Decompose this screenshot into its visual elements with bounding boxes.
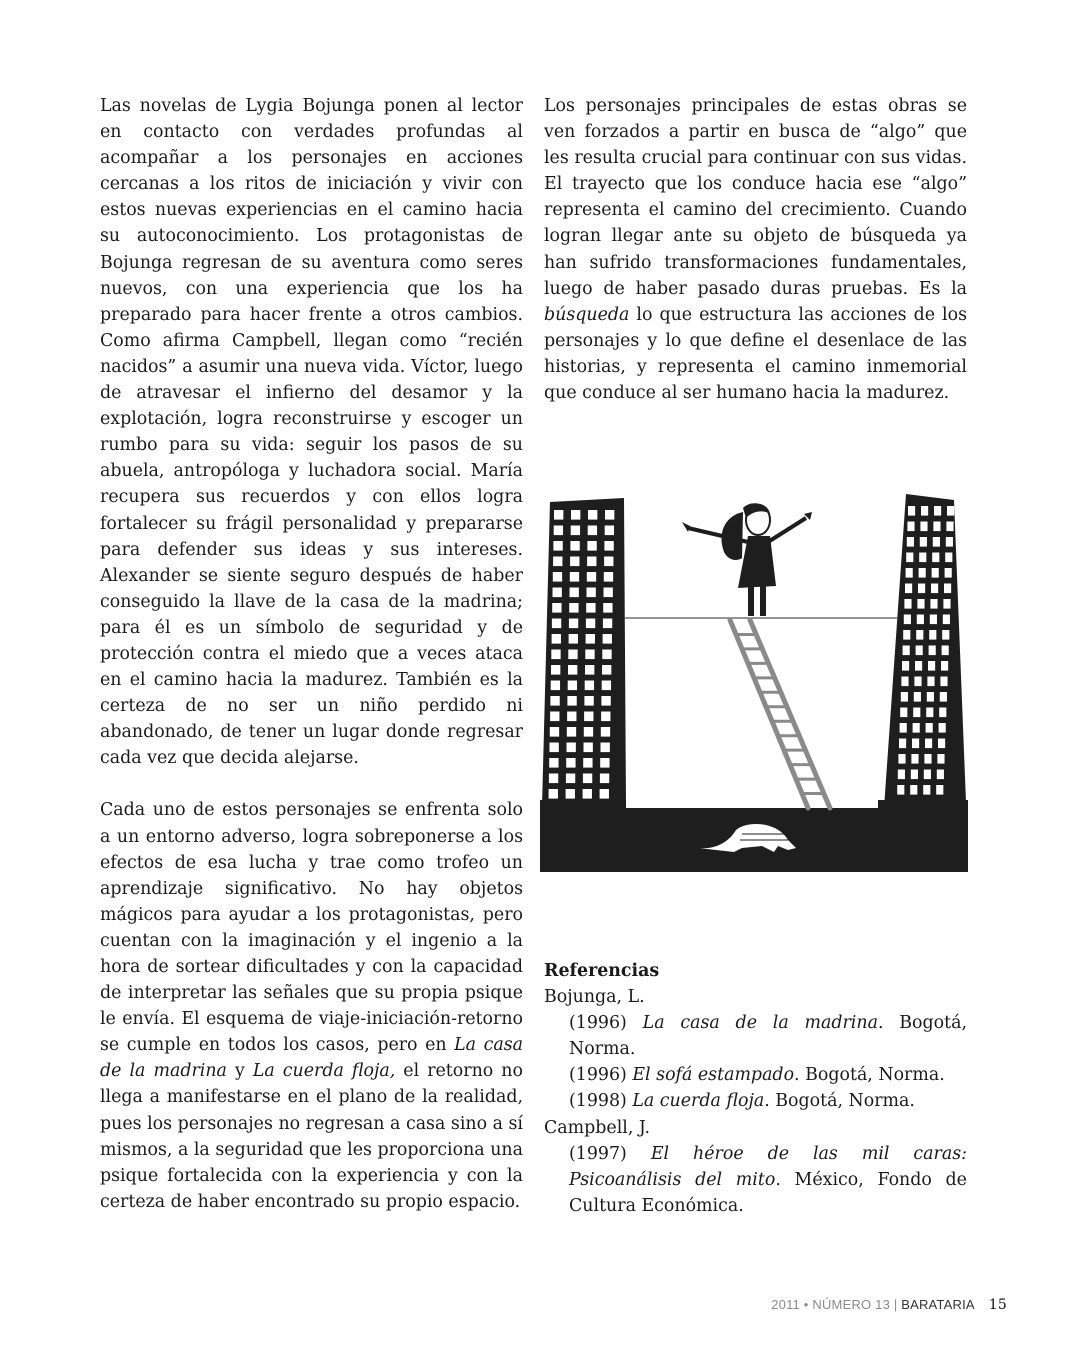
magazine-name: BARATARIA (901, 1297, 975, 1312)
ref-year: (1996) (569, 1065, 627, 1086)
tower-window (567, 727, 576, 737)
tower-window (905, 584, 912, 594)
tower-window (920, 537, 927, 547)
tower-window (943, 615, 950, 625)
tower-window (586, 603, 595, 613)
tower-window (566, 789, 575, 799)
tower-window (567, 743, 576, 753)
tower-window (943, 599, 950, 609)
tower-window (904, 599, 911, 609)
tower-window (913, 723, 920, 733)
paragraph-left-1: Las novelas de Lygia Bojunga ponen al lector en contacto con verdades profundas al acompañar a los personajes en acciones cercanas a los ritos de iniciación y vivir con estos nuevas experiencias en el camino hacia su autoconocimiento. Los protagonistas de Bojunga regresan de su aventura como seres nuevos, con una experiencia que los ha preparado para hacer frente a otros cambios. Como afirma Campbell, llegan como “recién nacidos” a asumir una nueva vida. Víctor, luego de atravesar el infierno del desamor y la explotación, logra reconstruirse y escoger un rumbo para su vida: seguir los pasos de su abuela, antropóloga y luchadora social. María recupera sus recuerdos y con ellos logra fortalecer su frágil personalidad y prepararse para defender sus ideas y sus intereses. Alexander se siente seguro después de haber conseguido la llave de la casa de la madrina; para él es un símbolo de seguridad y de protección contra el miedo que a veces ataca en el camino hacia la madurez. También es la certeza de no ser un niño perdido ni abandonado, de tener un lugar donde regresar cada vez que decida alejarse. (100, 96, 523, 769)
tower-window (603, 619, 612, 629)
tower-window (917, 599, 924, 609)
tower-window (550, 712, 559, 722)
tower-window (587, 572, 596, 582)
tower-window (936, 785, 943, 795)
tower-window (583, 789, 592, 799)
paragraph-left-2 (100, 797, 523, 1215)
tower-window (550, 727, 559, 737)
tower-window (584, 743, 593, 753)
tower-window (899, 739, 906, 749)
tower-window (549, 774, 558, 784)
tower-window (584, 727, 593, 737)
tower-window (553, 541, 562, 551)
tower-window (588, 510, 597, 520)
tower-window (585, 650, 594, 660)
girl-figure (682, 503, 812, 616)
ladder (730, 620, 830, 808)
tower-window (938, 739, 945, 749)
ref-year: (1998) (569, 1091, 627, 1112)
tower-window (588, 526, 597, 536)
tower-window (937, 770, 944, 780)
ref-year: (1997) (569, 1143, 627, 1164)
tower-window (568, 681, 577, 691)
tower-window (602, 681, 611, 691)
tower-window (929, 646, 936, 656)
tower-window (907, 522, 914, 532)
tower-window (947, 506, 954, 516)
tower-window (604, 557, 613, 567)
tower-window (551, 681, 560, 691)
tower-window (932, 568, 939, 578)
tower-window (553, 588, 562, 598)
references-heading: Referencias (544, 961, 660, 981)
tower-window (920, 522, 927, 532)
tower-window (567, 696, 576, 706)
tower-window (900, 708, 907, 718)
text-run: Los personajes principales de estas obras se ven forzados a partir en busca de “algo” que les resulta crucial para continuar con sus vidas. El trayecto que los conduce hacia ese “algo” representa el camino del crecimiento. Cuando logran llegar ante su objeto de búsqueda ya han sufrido transformaciones fundamentales, luego de haber pasado duras pruebas. Es la (544, 96, 967, 299)
tower-window (940, 677, 947, 687)
tower-window (946, 522, 953, 532)
tower-window (600, 789, 609, 799)
tower-window (900, 723, 907, 733)
tower-window (939, 708, 946, 718)
tower-window (918, 584, 925, 594)
tower-window (942, 630, 949, 640)
page-footer (771, 1297, 1007, 1313)
tower-window (604, 588, 613, 598)
tower-window (570, 541, 579, 551)
book-title: La cuerda floja, (252, 1061, 396, 1082)
tower-window (919, 568, 926, 578)
footer-separator: | (890, 1297, 902, 1312)
tower-window (601, 727, 610, 737)
tower-window (901, 677, 908, 687)
tower-window (912, 739, 919, 749)
tower-window (602, 650, 611, 660)
tower-window (605, 526, 614, 536)
page-number: 15 (988, 1297, 1007, 1313)
tower-window (914, 677, 921, 687)
tower-window (928, 661, 935, 671)
left-column (100, 93, 523, 1215)
tower-window (907, 537, 914, 547)
ref-title: El sofá estampado (632, 1065, 795, 1086)
tower-window (583, 774, 592, 784)
tower-window (551, 650, 560, 660)
tower-window (917, 615, 924, 625)
ref-title: La cuerda floja (632, 1091, 765, 1112)
tower-window (568, 650, 577, 660)
tower-window (601, 743, 610, 753)
tower-window (942, 646, 949, 656)
tower-window (587, 557, 596, 567)
tower-window (570, 557, 579, 567)
tower-window (923, 785, 930, 795)
ref-entry (544, 1010, 967, 1062)
tower-window (550, 696, 559, 706)
text-run: el retorno no llega a manifestarse en el plano de la realidad, pues los personajes no regresan a casa sino a sí mismos, a la seguridad que les proporciona una psique fortalecida con la experiencia y con la certeza de haber encontrado su propio espacio. (100, 1061, 523, 1212)
tower-window (898, 754, 905, 764)
ref-rest: . Bogotá, Norma. (794, 1065, 945, 1086)
ref-rest: . Bogotá, Norma. (764, 1091, 915, 1112)
illustration-towers-girl-ladder (538, 490, 970, 875)
tower-window (551, 665, 560, 675)
tower-window (927, 692, 934, 702)
tower-window (902, 661, 909, 671)
tower-window (585, 665, 594, 675)
tower-window (945, 568, 952, 578)
tower-window (571, 526, 580, 536)
ref-entry (544, 1088, 967, 1114)
ref-entry (544, 1062, 967, 1088)
tower-window (584, 712, 593, 722)
tower-window (567, 712, 576, 722)
emphasis: búsqueda (544, 304, 630, 325)
tower-window (569, 619, 578, 629)
ref-title: La casa de la madrina (642, 1013, 878, 1034)
ref-author: Campbell, J. (544, 1117, 651, 1138)
book-title: La casa de la madrina (100, 1035, 523, 1082)
tower-window (910, 785, 917, 795)
ref-rest: . Bogotá, Norma. (569, 1013, 968, 1060)
tower-window (911, 754, 918, 764)
tower-window (924, 754, 931, 764)
tower-window (570, 588, 579, 598)
tower-window (553, 572, 562, 582)
text-run: lo que estructura las acciones de los personajes y lo que define el desenlace de las historias, y representa el camino inmemorial que conduce al ser humano hacia la madurez. (544, 304, 967, 404)
tower-window (904, 615, 911, 625)
right-column (544, 93, 967, 406)
tower-window (946, 537, 953, 547)
tower-window (941, 661, 948, 671)
tower-window (914, 692, 921, 702)
tower-window (554, 526, 563, 536)
tower-window (913, 708, 920, 718)
tower-window (940, 692, 947, 702)
tower-window (944, 584, 951, 594)
tower-window (926, 723, 933, 733)
tower-window (550, 743, 559, 753)
tower-window (939, 723, 946, 733)
tower-window (916, 646, 923, 656)
tower-window (930, 615, 937, 625)
tower-window (937, 754, 944, 764)
tower-window (587, 588, 596, 598)
tower-window (585, 681, 594, 691)
tower-window (898, 770, 905, 780)
references-section (544, 958, 967, 1219)
tower-window (926, 708, 933, 718)
tower-window (600, 758, 609, 768)
tower-window (554, 510, 563, 520)
tower-window (552, 619, 561, 629)
tower-window (934, 506, 941, 516)
tower-window (570, 572, 579, 582)
tower-window (901, 692, 908, 702)
ref-entry (544, 1141, 967, 1219)
tower-window (903, 646, 910, 656)
issue-label: 2011 • NÚMERO 13 (771, 1297, 891, 1312)
tower-window (603, 634, 612, 644)
tower-window (915, 661, 922, 671)
tower-window (927, 677, 934, 687)
tower-window (933, 537, 940, 547)
tower-window (933, 522, 940, 532)
tower-window (931, 584, 938, 594)
tower-window (906, 553, 913, 563)
tower-window (566, 758, 575, 768)
tower-window (945, 553, 952, 563)
tower-window (602, 665, 611, 675)
tower-window (584, 696, 593, 706)
tower-window (552, 634, 561, 644)
ref-year: (1996) (569, 1013, 627, 1034)
tower-window (587, 541, 596, 551)
tower-window (932, 553, 939, 563)
tower-window (908, 506, 915, 516)
tower-window (600, 774, 609, 784)
tower-window (930, 599, 937, 609)
paragraph-right-1 (544, 93, 967, 406)
tower-window (903, 630, 910, 640)
tower-window (586, 619, 595, 629)
tower-window (604, 541, 613, 551)
tower-window (906, 568, 913, 578)
ref-rest: . México, Fondo de Cultura Económica. (569, 1169, 967, 1216)
text-run: y (226, 1061, 253, 1082)
tower-window (604, 572, 613, 582)
tower-window (569, 634, 578, 644)
tower-window (916, 630, 923, 640)
tower-window (919, 553, 926, 563)
tower-window (549, 758, 558, 768)
tower-window (571, 510, 580, 520)
tower-window (911, 770, 918, 780)
tower-window (586, 634, 595, 644)
tower-window (552, 603, 561, 613)
tower-window (569, 603, 578, 613)
tower-window (583, 758, 592, 768)
tower-window (924, 770, 931, 780)
tower-window (921, 506, 928, 516)
tower-window (603, 603, 612, 613)
tower-window (568, 665, 577, 675)
tower-window (553, 557, 562, 567)
ref-title: El héroe de las mil caras: Psicoanálisis del mito (569, 1143, 967, 1190)
tower-window (925, 739, 932, 749)
tower-window (601, 696, 610, 706)
tower-window (601, 712, 610, 722)
tower-window (566, 774, 575, 784)
text-run: Cada uno de estos personajes se enfrenta solo a un entorno adverso, logra sobreponerse a los efectos de esa lucha y trae como trofeo un aprendizaje significativo. No hay objetos mágicos para ayudar a los protagonistas, pero cuentan con la imaginación y el ingenio a la hora de sortear dificultades y con la capacidad de interpretar las señales que su propia psique le envía. El esquema de viaje-iniciación-retorno se cumple en todos los casos, pero en (100, 800, 523, 1056)
tower-window (929, 630, 936, 640)
tower-window (549, 789, 558, 799)
tower-window (605, 510, 614, 520)
ref-author: Bojunga, L. (544, 987, 645, 1008)
tower-window (897, 785, 904, 795)
